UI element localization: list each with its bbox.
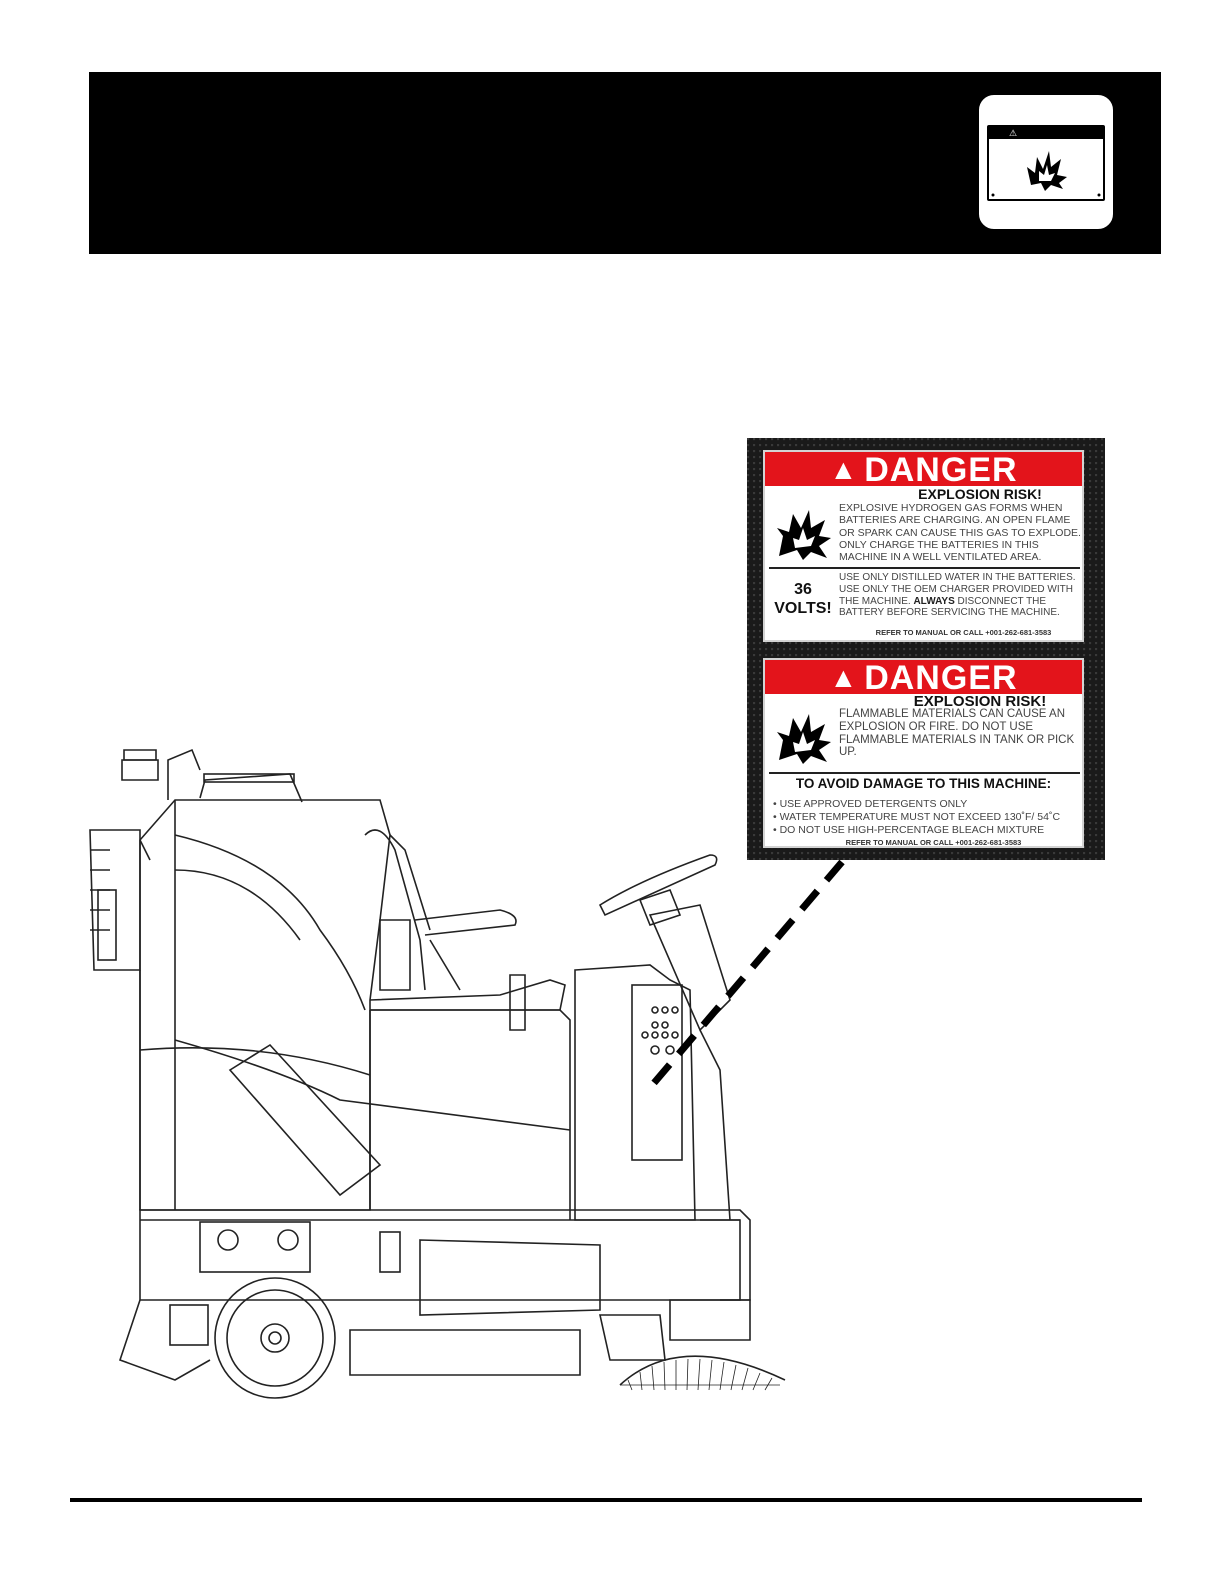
warning-triangle-icon: ▲ <box>829 454 859 485</box>
voltage-label <box>769 580 837 618</box>
danger-decal-battery <box>763 450 1084 642</box>
avoid-damage-list <box>773 798 1083 836</box>
warning-triangle-icon: ▲ <box>829 662 859 693</box>
list-item: • DO NOT USE HIGH-PERCENTAGE BLEACH MIXTURE <box>773 824 1083 837</box>
danger-heading: DANGER <box>864 451 1018 489</box>
battery-service-text <box>839 572 1083 619</box>
divider <box>769 772 1080 774</box>
risk-title: EXPLOSION RISK! <box>918 486 1042 502</box>
footer-rule <box>70 1498 1142 1502</box>
battery-gas-warning-text: EXPLOSIVE HYDROGEN GAS FORMS WHEN BATTERIES ARE CHARGING. AN OPEN FLAME OR SPARK CAN CAUSE THIS GAS TO EXPLODE. ONLY CHARGE THE BATTERIES IN THIS MACHINE IN A WELL VENTILATED AREA. <box>839 502 1081 564</box>
danger-header <box>765 451 1082 489</box>
mini-label <box>987 125 1105 201</box>
explosion-hazard-icon <box>976 92 1116 232</box>
floor-scrubber-drawing <box>80 740 800 1410</box>
voltage-word: VOLTS! <box>774 600 832 617</box>
explosion-icon <box>773 506 833 562</box>
explosion-icon <box>989 127 1107 203</box>
divider <box>769 567 1080 569</box>
risk-title: EXPLOSION RISK! <box>913 693 1047 710</box>
battery-service-text-a: USE ONLY DISTILLED WATER IN THE BATTERIES. USE ONLY THE OEM CHARGER PROVIDED WITH THE MACHINE. <box>839 572 1076 607</box>
refer-to-manual: REFER TO MANUAL OR CALL +001-262-681-3583 <box>845 838 1022 847</box>
warning-triangle-icon: ⚠ <box>1009 128 1018 138</box>
warning-decal-photo <box>747 438 1105 860</box>
voltage-number: 36 <box>794 581 812 598</box>
list-item: • USE APPROVED DETERGENTS ONLY <box>773 798 1083 811</box>
refer-to-manual: REFER TO MANUAL OR CALL +001-262-681-3583 <box>875 628 1052 637</box>
danger-decal-flammable <box>763 658 1084 848</box>
always-emphasis: ALWAYS <box>913 595 955 607</box>
danger-heading: DANGER <box>864 659 1018 697</box>
avoid-damage-title: TO AVOID DAMAGE TO THIS MACHINE: <box>795 776 1052 791</box>
battery-service-text-b: DISCONNECT THE BATTERY BEFORE SERVICING THE MACHINE. <box>839 595 1060 619</box>
danger-header <box>765 659 1082 697</box>
flammable-warning-text: FLAMMABLE MATERIALS CAN CAUSE AN EXPLOSION OR FIRE. DO NOT USE FLAMMABLE MATERIALS IN TANK OR PICK UP. <box>839 708 1075 759</box>
list-item: • WATER TEMPERATURE MUST NOT EXCEED 130˚F/ 54˚C <box>773 811 1083 824</box>
